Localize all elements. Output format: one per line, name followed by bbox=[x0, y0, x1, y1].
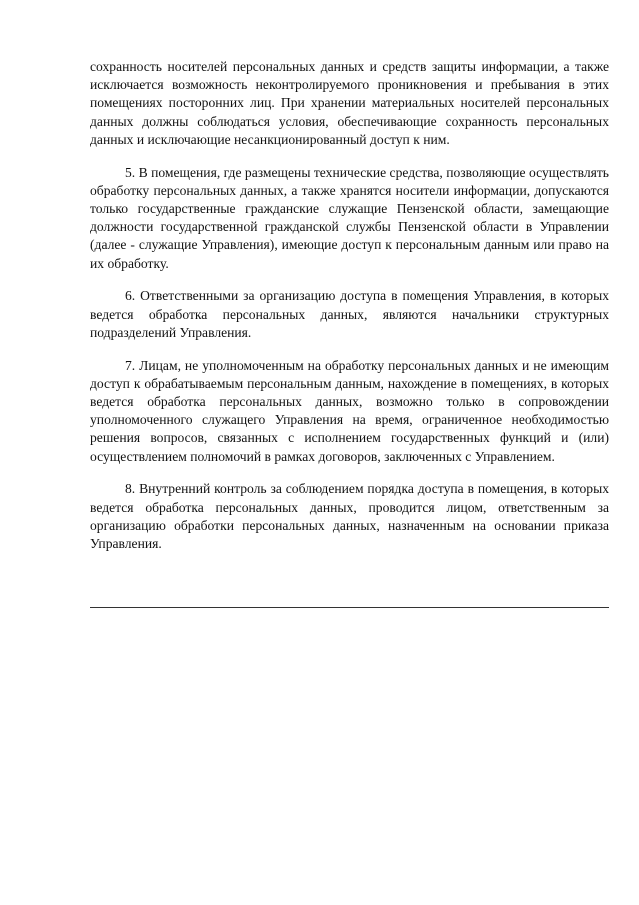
paragraph-continuation: сохранность носителей персональных данных и средств защиты информации, а также исключается возможность неконтролируемого проникновения и пребывания в этих помещениях посторонних лиц. При хранении материальных носителей персональных данных должны соблюдаться условия, обеспечивающие сохранность персональных данных и исключающие несанкционированный доступ к ним. bbox=[90, 59, 609, 147]
end-rule-divider bbox=[90, 607, 609, 608]
document-body bbox=[90, 58, 609, 568]
paragraph-7: 7. Лицам, не уполномоченным на обработку персональных данных и не имеющим доступ к обрабатываемым персональным данным, нахождение в помещениях, в которых ведется обработка персональных данных, возможно только в сопровождении уполномоченного служащего Управления на время, ограниченное необходимостью решения вопросов, связанных с исполнением государственных функций и (или) осуществлением полномочий в рамках договоров, заключенных с Управлением. bbox=[90, 357, 609, 464]
paragraph-8: 8. Внутренний контроль за соблюдением порядка доступа в помещения, в которых ведется обработка персональных данных, проводится лицом, ответственным за организацию обработки персональных данных, назначенным на основании приказа Управления. bbox=[90, 481, 609, 552]
paragraph-6: 6. Ответственными за организацию доступа в помещения Управления, в которых ведется обработка персональных данных, являются начальники структурных подразделений Управления. bbox=[90, 288, 609, 340]
paragraph-5: 5. В помещения, где размещены технические средства, позволяющие осуществлять обработку персональных данных, а также хранятся носители информации, допускаются только государственные гражданские служащие Пензенской области, замещающие должности государственной гражданской службы Пензенской области в Управлении (далее - служащие Управления), имеющие доступ к персональным данным или право на их обработку. bbox=[90, 164, 609, 271]
